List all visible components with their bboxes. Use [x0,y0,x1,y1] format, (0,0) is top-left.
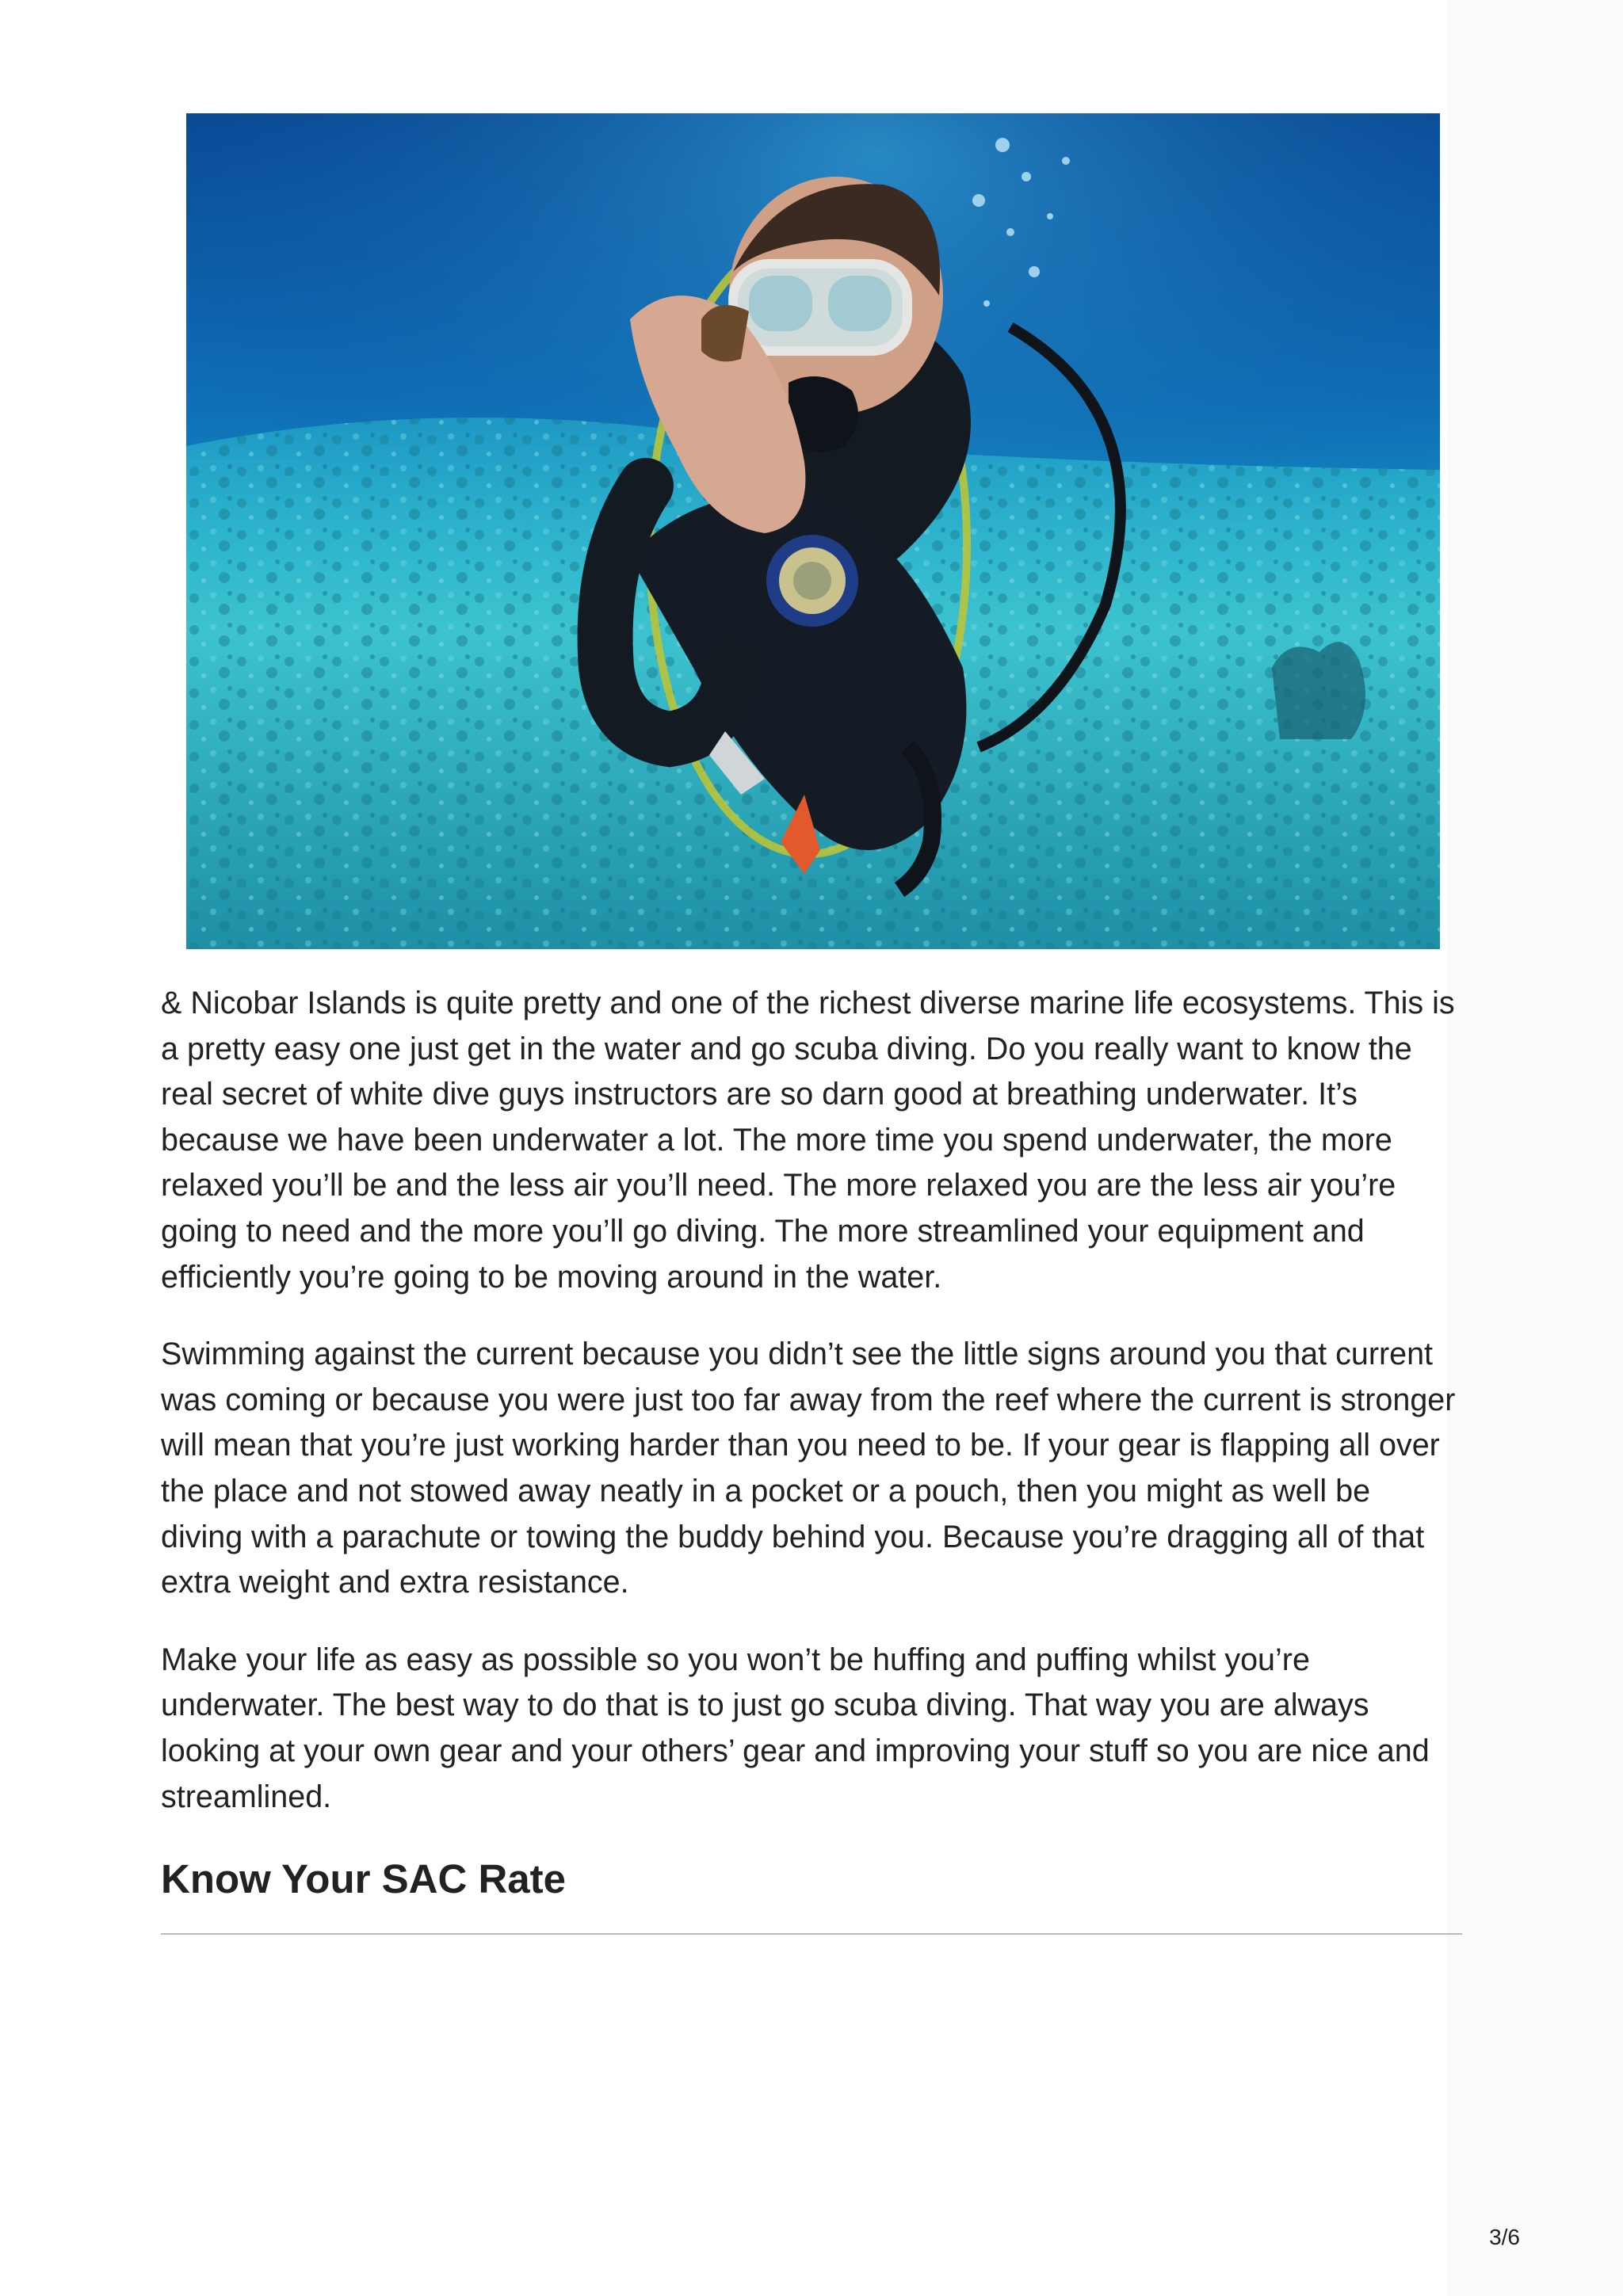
paragraph-3: Make your life as easy as possible so you won’t be huffing and puffing whilst you’re underwater. The best way to do that is to just go scuba diving. That way you are always looking at your own gear and your others’ gear and improving your stuff so you are nice and streamlined. [161,1642,1430,1814]
scuba-diver-illustration [186,113,1440,949]
article-body [161,981,1461,1907]
hero-image [186,113,1440,949]
page-number: 3/6 [1489,2225,1520,2249]
paragraph-1: & Nicobar Islands is quite pretty and one of the richest diverse marine life ecosystems. This is a pretty easy one just get in the water and go scuba diving. Do you really want to know the real secret of white dive guys instructors are so darn good at breathing underwater. It’s because we have been underwater a lot. The more time you spend underwater, the more relaxed you’ll be and the less air you’ll need. The more relaxed you are the less air you’re going to need and the more you’ll go diving. The more streamlined your equipment and efficiently you’re going to be moving around in the water. [161,986,1455,1295]
section-heading: Know Your SAC Rate [161,1856,566,1902]
page-margin-shade [1447,0,1623,2296]
heading-divider [161,1933,1462,1935]
paragraph-2: Swimming against the current because you didn’t see the little signs around you that current was coming or because you were just too far away from the reef where the current is stronger will mean that you’re just working harder than you need to be. If your gear is flapping all over the place and not stowed away neatly in a pocket or a pouch, then you might as well be diving with a parachute or towing the buddy behind you. Because you’re dragging all of that extra weight and extra resistance. [161,1337,1456,1600]
